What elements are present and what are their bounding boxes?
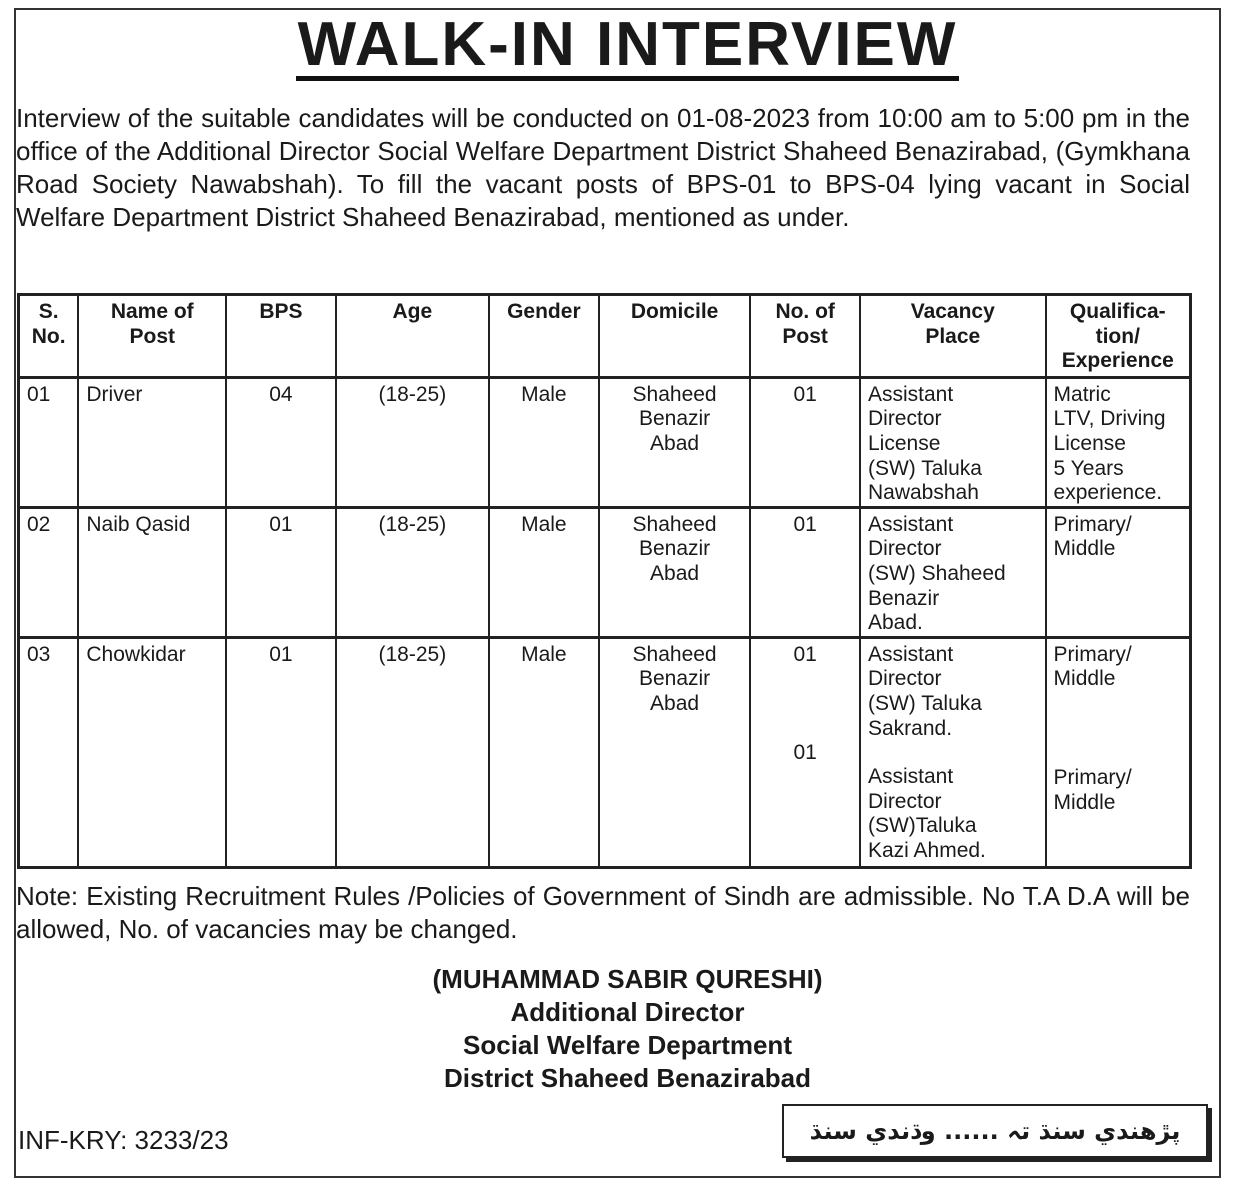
- reference-number: INF-KRY: 3233/23: [18, 1125, 229, 1155]
- cell-sno: 02: [19, 507, 79, 637]
- cell-bps: 04: [226, 377, 336, 507]
- table-row: [19, 377, 1191, 507]
- header-sno: S. No.: [19, 295, 79, 378]
- cell-no-of-post: 01: [750, 507, 860, 637]
- header-gender: Gender: [489, 295, 599, 378]
- cell-age: (18-25): [336, 637, 489, 867]
- cell-gender: Male: [489, 507, 599, 637]
- cell-qualification: Matric LTV, Driving License 5 Years experience.: [1046, 377, 1191, 507]
- header-qualification: Qualifica- tion/ Experience: [1046, 295, 1191, 378]
- cell-age: (18-25): [336, 377, 489, 507]
- signatory-department: Social Welfare Department: [463, 1030, 792, 1060]
- cell-gender: Male: [489, 377, 599, 507]
- signatory-district: District Shaheed Benazirabad: [444, 1063, 811, 1093]
- cell-no-of-post-extra: 01: [793, 741, 817, 765]
- cell-no-of-post: 01: [750, 377, 860, 507]
- header-domicile: Domicile: [599, 295, 751, 378]
- table-header-row: [19, 295, 1191, 378]
- header-age: Age: [336, 295, 489, 378]
- header-vacancy-place: Vacancy Place: [860, 295, 1046, 378]
- cell-domicile: Shaheed Benazir Abad: [599, 377, 751, 507]
- intro-paragraph: Interview of the suitable candidates will be conducted on 01-08-2023 from 10:00 am to 5:00 pm in the office of the Additional Director Social Welfare Department District Shaheed Benazirabad, (Gymkhana Road Society Nawabshah). To fill the vacant posts of BPS-01 to BPS-04 lying vacant in Social Welfare Department District Shaheed Benazirabad, mentioned as under.: [16, 103, 1190, 232]
- cell-sno: 03: [19, 637, 79, 867]
- header-no-of-post: No. of Post: [750, 295, 860, 378]
- cell-post: Chowkidar: [78, 637, 226, 867]
- cell-domicile: Shaheed Benazir Abad: [599, 637, 751, 867]
- header-bps: BPS: [226, 295, 336, 378]
- cell-post: Naib Qasid: [78, 507, 226, 637]
- cell-bps: 01: [226, 507, 336, 637]
- table-row: [19, 637, 1191, 867]
- cell-sno: 01: [19, 377, 79, 507]
- cell-gender: Male: [489, 637, 599, 867]
- note-paragraph: Note: Existing Recruitment Rules /Policies of Government of Sindh are admissible. No T.A D.A will be allowed, No. of vacancies may be changed.: [16, 881, 1190, 944]
- cell-vacancy-place: Assistant Director License (SW) Taluka Nawabshah: [860, 377, 1046, 507]
- sindhi-slogan-box: پڙهندي سنڌ تہ ...... وڌندي سنڌ: [782, 1104, 1208, 1158]
- cell-vacancy-place: Assistant Director (SW) Taluka Sakrand. Assistant Director (SW)Taluka Kazi Ahmed.: [860, 637, 1046, 867]
- vacancy-table: [17, 293, 1192, 869]
- cell-domicile: Shaheed Benazir Abad: [599, 507, 751, 637]
- cell-qualification: Primary/ Middle: [1046, 507, 1191, 637]
- cell-post: Driver: [78, 377, 226, 507]
- header-post: Name of Post: [78, 295, 226, 378]
- signature-block: [0, 963, 1255, 1095]
- cell-age: (18-25): [336, 507, 489, 637]
- cell-bps: 01: [226, 637, 336, 867]
- table-row: [19, 507, 1191, 637]
- signatory-name: (MUHAMMAD SABIR QURESHI): [432, 964, 823, 994]
- cell-qualification: Primary/ Middle Primary/ Middle: [1046, 637, 1191, 867]
- signatory-designation: Additional Director: [510, 997, 745, 1027]
- page-title: WALK-IN INTERVIEW: [297, 10, 958, 79]
- cell-vacancy-place: Assistant Director (SW) Shaheed Benazir Abad.: [860, 507, 1046, 637]
- cell-no-of-post: 01 01: [750, 637, 860, 867]
